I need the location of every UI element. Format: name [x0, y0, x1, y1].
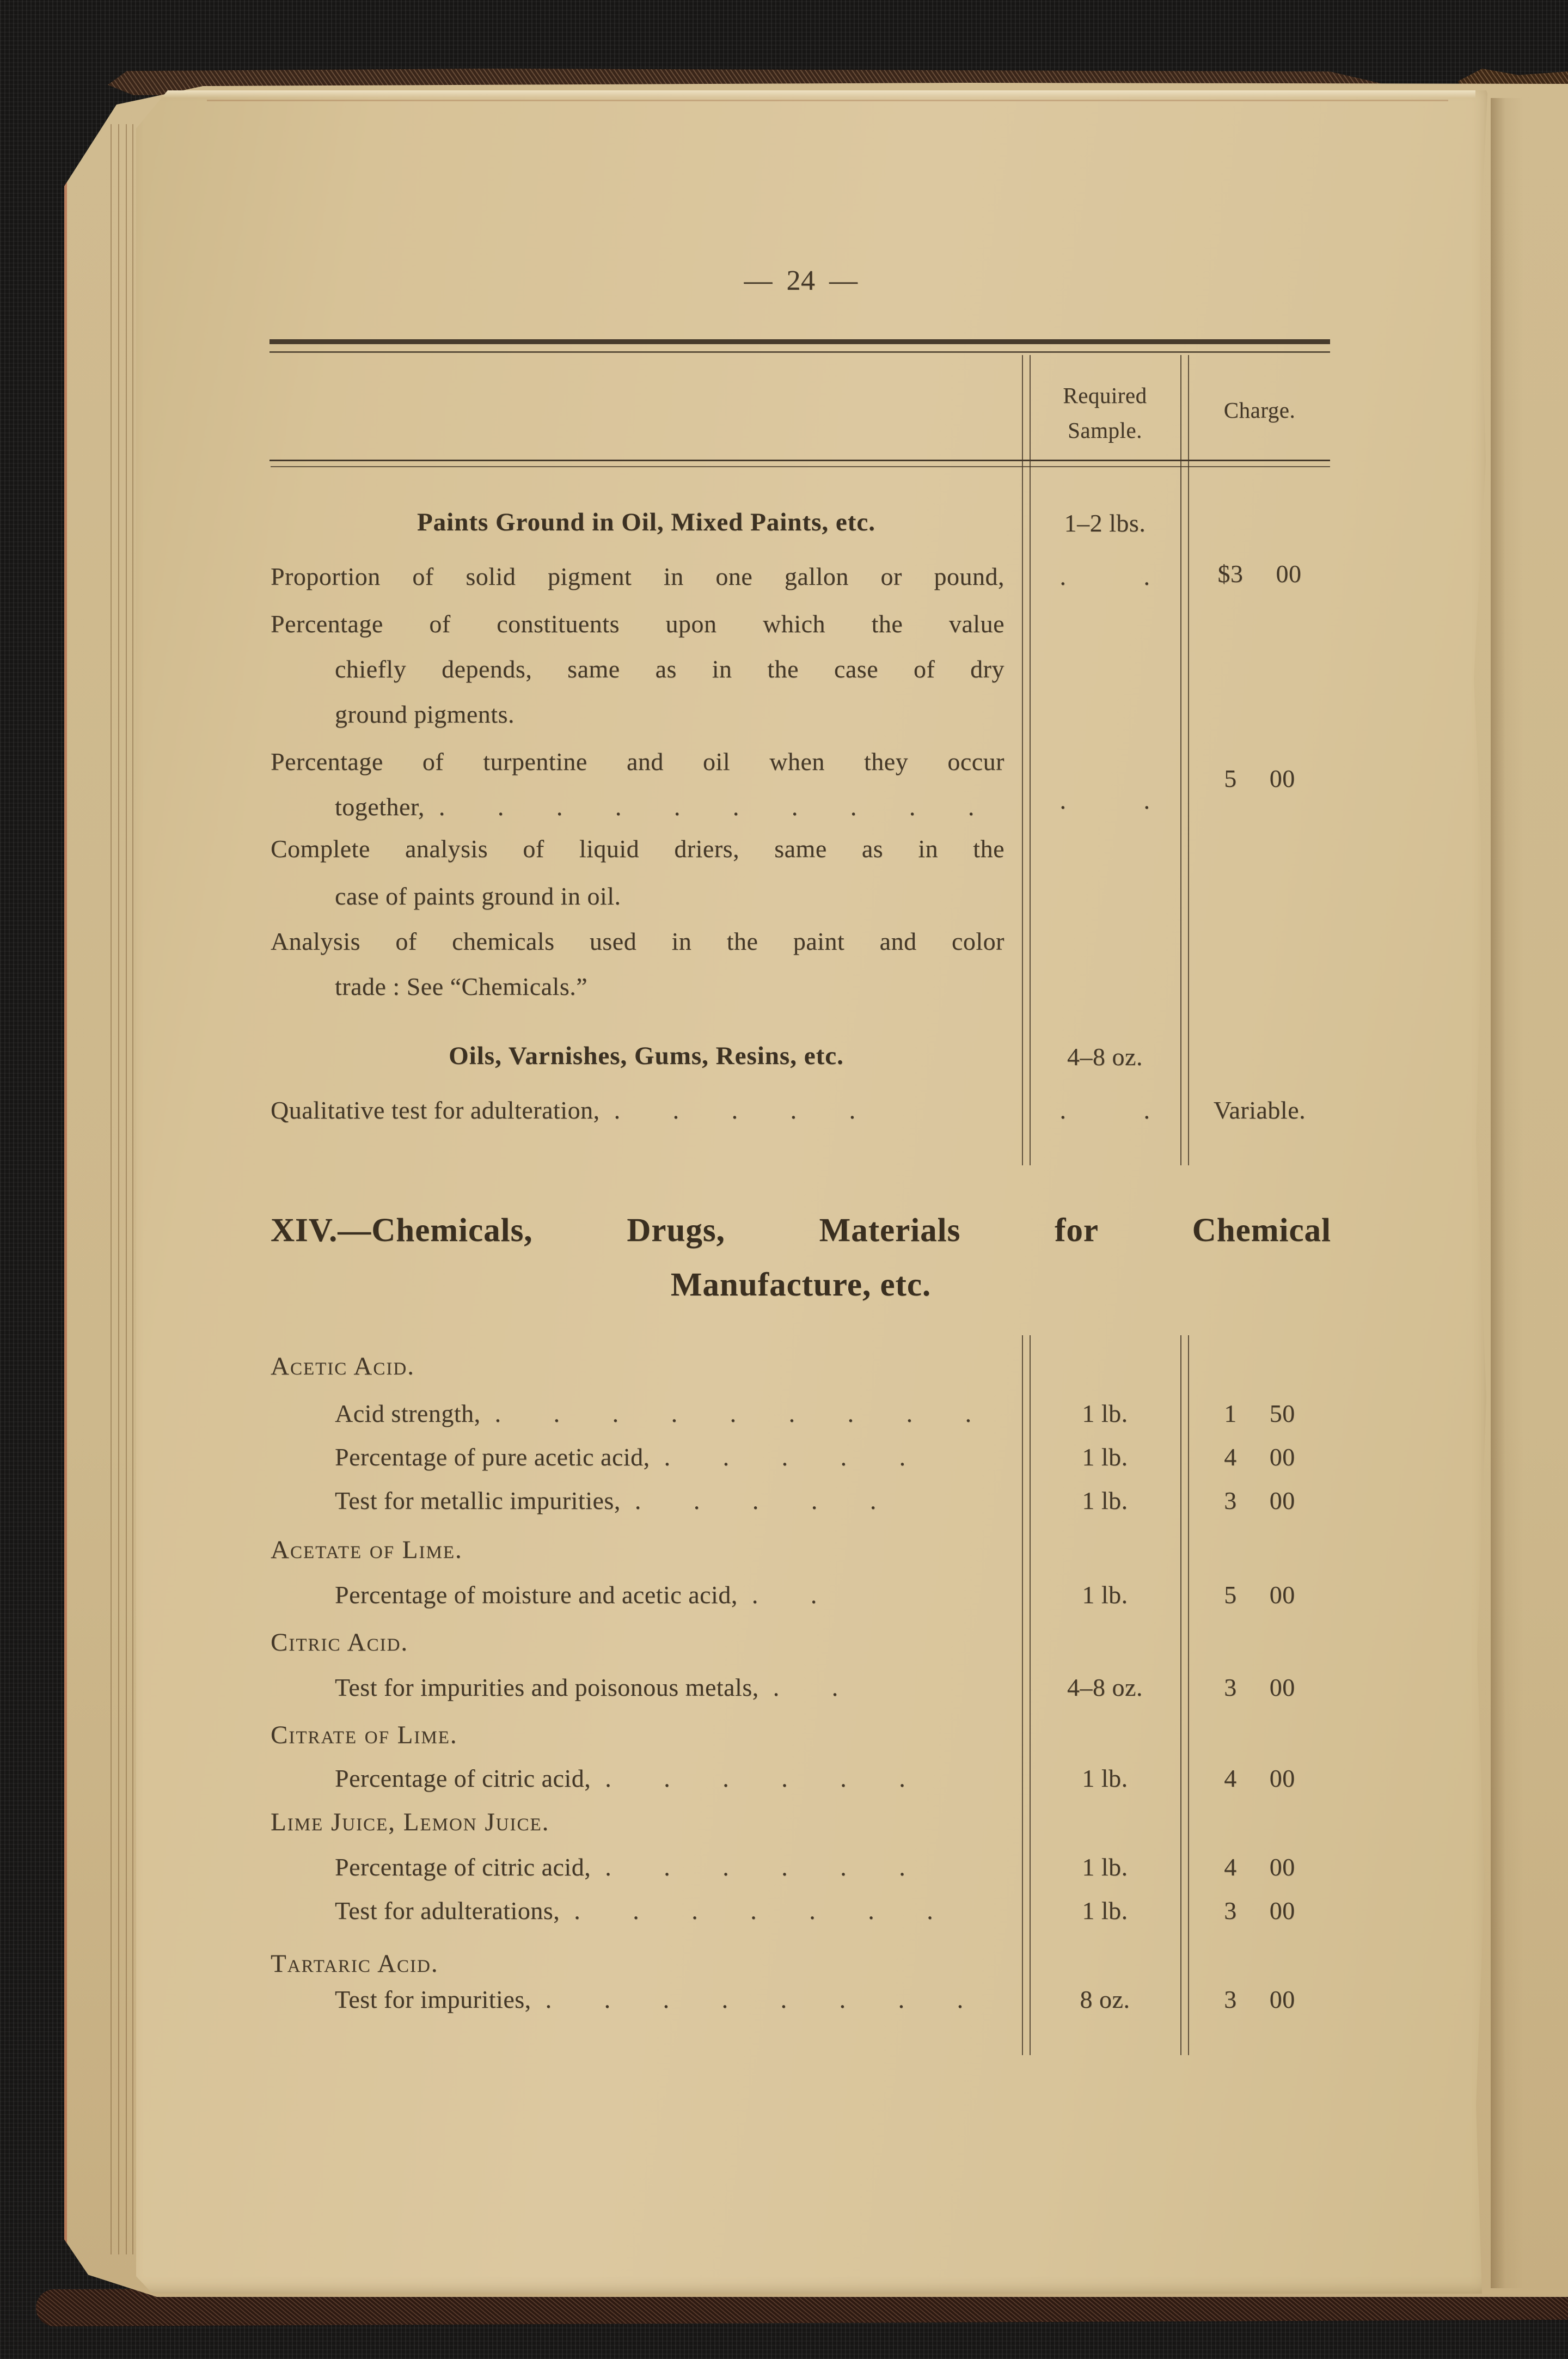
dot-leader: . . . . . . . . . . — [438, 793, 975, 821]
sample-cell: 1 lb. — [1082, 1443, 1128, 1471]
table-row — [271, 1948, 1331, 1982]
category-label: Acetate of Lime. — [271, 1536, 463, 1564]
row-label-text: together, — [335, 793, 425, 821]
charge-cell: 3 00 — [1224, 1487, 1295, 1514]
section-heading-line1: XIV.—Chemicals, Drugs, Materials for Chemical — [271, 1212, 1331, 1249]
column-header-charge: Charge. — [1223, 398, 1296, 423]
row-label: ground pigments. — [335, 700, 514, 728]
dot-leader: . . . . . — [634, 1487, 877, 1514]
charge-cell: 4 00 — [1224, 1764, 1295, 1792]
row-label — [271, 1672, 1004, 1703]
row-label — [271, 1398, 1004, 1429]
row-label — [271, 1485, 1004, 1517]
table-row — [271, 971, 1331, 1005]
row-label-text: Qualitative test for adulteration, — [271, 1096, 600, 1124]
table-row — [271, 653, 1331, 687]
sample-cell: 4–8 oz. — [1067, 1673, 1143, 1701]
table-row — [271, 561, 1331, 595]
row-label: case of paints ground in oil. — [335, 882, 621, 910]
category-label: Acetic Acid. — [271, 1352, 415, 1380]
sample-cell: 1 lb. — [1082, 1487, 1128, 1514]
charge-cell: Variable. — [1213, 1096, 1306, 1124]
row-label: Percentage of turpentine and oil when they occur — [271, 748, 1004, 775]
dot-leader: . . . . . . . . . — [494, 1399, 972, 1427]
row-label — [271, 1095, 1004, 1126]
table-rule-header-bottom — [270, 460, 1330, 461]
charge-cell: 4 00 — [1224, 1443, 1295, 1471]
row-label: Analysis of chemicals used in the paint and color — [271, 927, 1004, 955]
dot-leader: . . . . . . . . — [545, 1985, 964, 2013]
row-label-text: Test for adulterations, — [335, 1897, 560, 1924]
row-label-text: Percentage of citric acid, — [335, 1853, 591, 1881]
category-label: Citric Acid. — [271, 1628, 409, 1657]
row-label-text: Percentage of moisture and acetic acid, — [335, 1581, 738, 1609]
table-row — [271, 1040, 1331, 1074]
category-label: Citrate of Lime. — [271, 1721, 458, 1749]
sample-cell: 4–8 oz. — [1067, 1043, 1143, 1071]
table-row — [271, 699, 1331, 732]
table-row — [271, 1984, 1331, 2018]
group-heading: Paints Ground in Oil, Mixed Paints, etc. — [416, 508, 876, 536]
row-label — [271, 1441, 1004, 1473]
sample-cell: . . — [1059, 786, 1150, 814]
row-label: chiefly depends, same as in the case of dry — [335, 655, 1004, 683]
charge-cell: 3 00 — [1224, 1897, 1295, 1924]
sample-cell: . . — [1059, 563, 1150, 590]
row-label — [271, 791, 1004, 823]
sample-cell: 1 lb. — [1082, 1581, 1128, 1609]
section-heading-line2: Manufacture, etc. — [670, 1267, 932, 1303]
row-label: trade : See “Chemicals.” — [335, 973, 588, 1000]
row-label — [271, 1984, 1004, 2015]
row-label — [271, 1851, 1004, 1883]
charge-cell: 4 00 — [1224, 1853, 1295, 1881]
table-row — [271, 608, 1331, 642]
table-row — [271, 1485, 1331, 1519]
row-label-text: Percentage of pure acetic acid, — [335, 1443, 650, 1471]
table-row — [271, 1350, 1331, 1384]
dot-leader: . . — [751, 1581, 817, 1609]
table-row — [271, 1895, 1331, 1929]
group-heading: Oils, Varnishes, Gums, Resins, etc. — [449, 1042, 844, 1070]
table-row — [271, 506, 1331, 540]
dot-leader: . . — [773, 1673, 838, 1701]
charge-cell: 5 00 — [1224, 765, 1295, 792]
table-rule-header-bottom-thin — [271, 466, 1330, 467]
dot-leader: . . . . . — [664, 1443, 906, 1471]
table-row — [271, 1719, 1331, 1753]
dot-leader: . . . . . . — [605, 1853, 906, 1881]
charge-cell: 3 00 — [1224, 1673, 1295, 1701]
charge-cell: 1 50 — [1224, 1399, 1295, 1427]
row-label: Percentage of constituents upon which the value — [271, 610, 1004, 638]
dot-leader: . . . . . . — [605, 1764, 906, 1792]
sample-cell: 8 oz. — [1080, 1985, 1130, 2013]
row-label: Complete analysis of liquid driers, same as in the — [271, 835, 1004, 863]
column-header-line: Required — [1063, 383, 1147, 408]
category-label: Tartaric Acid. — [271, 1949, 439, 1978]
charge-cell: $3 00 — [1217, 560, 1302, 588]
column-header-required-sample — [1031, 378, 1179, 448]
table-rule-top-thick — [270, 339, 1330, 344]
row-label — [271, 1579, 1004, 1611]
category-label: Lime Juice, Lemon Juice. — [271, 1808, 550, 1836]
row-label: Proportion of solid pigment in one gallon or pound, — [271, 563, 1004, 590]
table-row — [271, 1672, 1331, 1706]
sample-cell: 1 lb. — [1082, 1399, 1128, 1427]
charge-cell: 3 00 — [1224, 1985, 1295, 2013]
table-row — [271, 1579, 1331, 1613]
table-row — [271, 746, 1331, 780]
dot-leader: . . . . . . . — [574, 1897, 934, 1924]
table-row — [271, 926, 1331, 960]
row-label-text: Test for metallic impurities, — [335, 1487, 621, 1514]
table-row — [271, 1534, 1331, 1568]
column-header-line: Sample. — [1068, 418, 1142, 443]
table-row — [271, 765, 1331, 825]
sample-cell: 1 lb. — [1082, 1764, 1128, 1792]
table-row — [271, 1763, 1331, 1796]
sample-cell: 1 lb. — [1082, 1897, 1128, 1924]
row-label — [271, 1895, 1004, 1927]
page-number: — 24 — — [744, 265, 858, 296]
row-label-text: Percentage of citric acid, — [335, 1764, 591, 1792]
table-row — [271, 1095, 1331, 1128]
sample-cell: . . — [1059, 1096, 1150, 1124]
table-row — [271, 1627, 1331, 1660]
table-row — [271, 1398, 1331, 1432]
table-row — [271, 1441, 1331, 1475]
table-rule-top-thin — [270, 351, 1330, 353]
table-row — [271, 1806, 1331, 1840]
row-label-text: Acid strength, — [335, 1399, 481, 1427]
charge-cell: 5 00 — [1224, 1581, 1295, 1609]
table-row — [271, 833, 1331, 867]
row-label-text: Test for impurities and poisonous metals, — [335, 1673, 759, 1701]
dot-leader: . . . . . — [614, 1096, 856, 1124]
table-row — [271, 1851, 1331, 1885]
row-label — [271, 1763, 1004, 1794]
table-row — [271, 881, 1331, 914]
row-label-text: Test for impurities, — [335, 1985, 531, 2013]
sample-cell: 1–2 lbs. — [1064, 509, 1146, 537]
sample-cell: 1 lb. — [1082, 1853, 1128, 1881]
